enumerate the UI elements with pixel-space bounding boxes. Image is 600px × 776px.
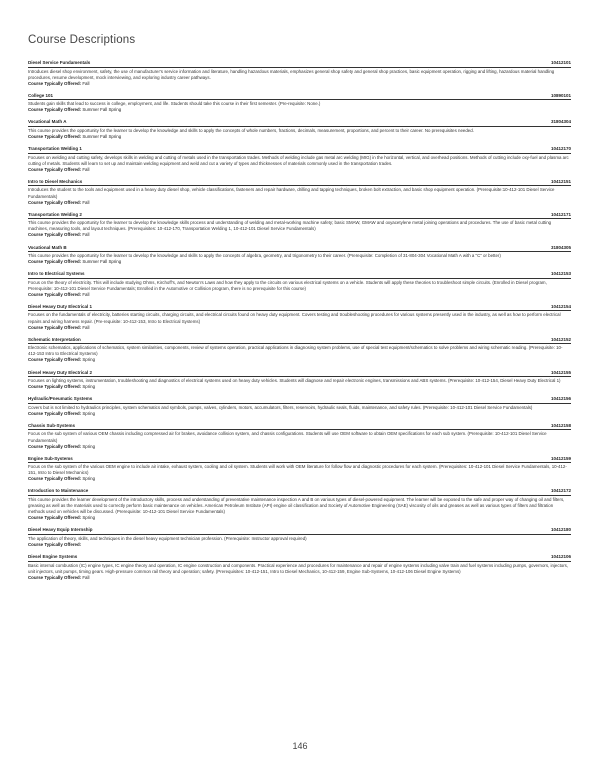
course-header: [28, 60, 571, 68]
course-name: Introduction to Maintenance: [28, 488, 89, 494]
course-name: Transportation Welding 2: [28, 211, 82, 217]
offered-terms: Summer Fall Spring: [82, 259, 122, 265]
offered-label: Course Typically Offered:: [28, 443, 82, 449]
offered-label: Course Typically Offered:: [28, 410, 82, 416]
course-entry: [28, 527, 571, 548]
course-code: 10412151: [550, 178, 571, 184]
course-header: [28, 554, 571, 562]
course-description: This course provides the opportunity for the learner to develop the knowledge skills process and understanding of welding and metal-working machine safety; basic SMAW, GMAW and oxyacetylene metal joining operations and procedures. The use of basic metal cutting machines, measuring tools, and layout techniques. (Prerequisites: 10-412-170, Transportation Welding 1, 10-412-101 Diesel Service Fundamentals): [28, 220, 552, 232]
course-offered: [28, 515, 571, 521]
course-code: 10412101: [550, 60, 571, 65]
course-entry: [28, 396, 571, 417]
offered-terms: Fall: [82, 166, 90, 172]
course-offered: [28, 357, 571, 363]
course-description: Covers but is not limited to hydraulics principles, system schematics and symbols, pumps, valves, cylinders, motors, accumulators, filters, reservoirs, hydraulic seals, fluids, maintenance, and safety rules. (Prerequisite: 10-412-101 Diesel Service Fundamentals): [28, 404, 533, 410]
course-entry: [28, 337, 571, 364]
course-offered: [28, 292, 571, 298]
course-entry: [28, 271, 571, 298]
course-description: Students gain skills that lead to success in college, employment, and life. Students should take this course in their first semester. (Pre-requisite: None.): [28, 101, 321, 107]
course-header: [28, 488, 571, 496]
course-name: Diesel Heavy Equip Internship: [28, 527, 93, 533]
offered-label: Course Typically Offered:: [28, 357, 82, 363]
offered-label: Course Typically Offered:: [28, 541, 82, 547]
page-number: 146: [292, 741, 308, 751]
course-header: [28, 456, 571, 464]
course-code: 10890101: [550, 92, 571, 98]
course-entry: [28, 60, 571, 87]
course-name: Intro to Diesel Mechanics: [28, 178, 83, 184]
course-code: 10412154: [550, 303, 571, 309]
course-name: Hydraulic/Pneumatic Systems: [28, 396, 93, 402]
course-list: [28, 60, 571, 587]
offered-terms: Fall: [82, 232, 90, 238]
course-offered: [28, 259, 571, 265]
course-offered: [28, 384, 571, 390]
course-entry: [28, 456, 571, 483]
course-description: Focus on the sub system of the various OEM engine to include air intake, exhaust system, cooling and oil system. Students will work with OEM literature for follow flow and diagnostic procedures for each system. (Prerequisites: 10-412-101 Diesel Service Fundamentals, 10-412-151, Intro to Diesel Mechanics): [28, 464, 567, 476]
course-offered: [28, 542, 571, 548]
course-code: 10412106: [550, 554, 571, 560]
course-entry: [28, 554, 571, 581]
course-header: [28, 146, 571, 154]
course-offered: [28, 476, 571, 482]
course-offered: [28, 107, 571, 113]
course-header: [28, 527, 571, 535]
offered-label: Course Typically Offered:: [28, 166, 82, 172]
course-code: 10412158: [550, 422, 571, 428]
course-offered: [28, 200, 571, 206]
course-description: Electronic schematics, applications of schematics, system similarities, components, review of systems operation, practical applications in diagnosing system problems, use of special test equipment/schematics to solve problems and wiring schematic reading. (Prerequisite: 10-412-153 Intro to Electrical Systems): [28, 345, 563, 357]
offered-terms: Spring: [82, 476, 96, 482]
course-entry: [28, 370, 571, 391]
offered-terms: Spring: [82, 443, 96, 449]
course-name: Schematic Interpretation: [28, 336, 81, 342]
offered-terms: Spring: [82, 384, 96, 390]
course-description: This course provides the opportunity for the learner to develop the knowledge and skills to apply the concepts of whole numbers, fractions, decimals, measurement, proportions, and percent to their career. No prerequisites needed.: [28, 127, 474, 133]
course-description: Focus on the theory of electricity. This will include studying Ohms, Kirchoff's, and Newton's Laws and how they apply to the circuits on various electrical systems on a vehicle. Students will apply these theories to troubleshoot simple circuits. (Enrolled in Diesel program, Prerequisite: 10-412-101 Diesel Service Fundamentals; Enrolled in the Automotive or Collision program, there is no prerequisite for this course): [28, 279, 547, 291]
course-header: [28, 304, 571, 312]
course-entry: [28, 212, 571, 239]
offered-terms: Fall: [82, 574, 90, 580]
course-header: [28, 396, 571, 404]
course-entry: [28, 245, 571, 266]
offered-label: Course Typically Offered:: [28, 232, 82, 238]
course-entry: [28, 304, 571, 331]
course-code: 10412159: [550, 455, 571, 461]
course-header: [28, 212, 571, 220]
course-header: [28, 179, 571, 187]
course-name: Intro to Electrical Systems: [28, 271, 85, 277]
course-name: Diesel Engine Systems: [28, 554, 78, 560]
course-entry: [28, 179, 571, 206]
course-entry: [28, 423, 571, 450]
course-offered: [28, 81, 571, 87]
offered-terms: Spring: [82, 515, 96, 521]
course-name: Transportation Welding 1: [28, 146, 82, 152]
offered-terms: Fall: [82, 80, 90, 86]
course-header: [28, 119, 571, 127]
offered-label: Course Typically Offered:: [28, 107, 82, 113]
course-description: Basic internal combustion (IC) engine types, IC engine theory and operation, IC engine construction and components. Practical experience and procedures for maintenance and repair of engine systems including valve train and fuel systems including pumps, governors, injectors, unit injectors, unit pumps, timing gears. High-pressure common rail theory and operation; safety. (Prerequisites: 10-412-151, Intro to Diesel Mechanics, 10-412-159, Engine Sub-Systems, 10-412-106 Diesel Engine Systems): [28, 562, 569, 574]
offered-label: Course Typically Offered:: [28, 134, 82, 140]
course-code: 10412171: [550, 211, 571, 217]
course-offered: [28, 444, 571, 450]
offered-label: Course Typically Offered:: [28, 291, 82, 297]
offered-terms: Spring: [82, 357, 96, 363]
course-name: Diesel Heavy Duty Electrical 2: [28, 369, 93, 375]
course-code: 10412155: [550, 369, 571, 375]
course-description: This course provides the learner development of the introductory skills, process and understanding of preventative maintenance inspection A and B on various types of diesel-powered equipment. The learner will be exposed to the safe and proper way of changing oil and filters, greasing as well as the materials used to correctly perform basic maintenance on vehicles. American Petroleum Institute (API) engine oil classification and Society of Automotive Engineering (SAE) viscosity of oils and greases as well as various types of filters and filtration methods used on vehicles will be discussed. (Prerequisite: 10-412-101 Diesel Service Fundamentals): [28, 496, 565, 515]
course-entry: [28, 488, 571, 521]
offered-label: Course Typically Offered:: [28, 259, 82, 265]
course-offered: [28, 575, 571, 581]
offered-terms: Fall: [82, 324, 90, 330]
course-offered: [28, 232, 571, 238]
offered-label: Course Typically Offered:: [28, 80, 82, 86]
course-description: Focuses on lighting systems, instrumentation, troubleshooting and diagnostics of electrical systems used on heavy duty vehicles. Students will diagnose and repair electronic engines, transmissions and ABS systems. (Prerequisite: 10-412-154, Diesel Heavy Duty Electrical 1): [28, 378, 561, 384]
course-offered: [28, 134, 571, 140]
course-description: Focuses on the fundamentals of electricity, batteries starting circuits, charging circuits, and electrical circuits found on heavy duty equipment. Covers testing and troubleshooting procedures for various systems presently used in the industry, as well as how to perform electrical repairs and wiring harness repair. (Pre-requisite: 10-412-153, Intro to Electrical Systems): [28, 312, 561, 324]
course-offered: [28, 411, 571, 417]
course-header: [28, 423, 571, 431]
course-code: 10412180: [550, 527, 571, 533]
course-name: Chassis Sub-Systems: [28, 422, 76, 428]
course-name: College 101: [28, 92, 54, 98]
course-code: 10412153: [550, 271, 571, 277]
course-entry: [28, 93, 571, 114]
course-description: Focuses on welding and cutting safety, develops skills in welding and cutting of metals used in the transportation trades. Methods of welding include gas metal arc welding (MIG) in the horizontal, vertical, and overhead positions. Methods of cutting include oxy-fuel and plasma arc cutting of metals. Students will learn to set up and maintain welding equipment and weld and cut a variety of types and thicknesses of materials commonly used in the transportation trades.: [28, 154, 569, 166]
course-name: Engine Sub-Systems: [28, 455, 73, 461]
course-offered: [28, 325, 571, 331]
page-title: Course Descriptions: [28, 34, 136, 46]
course-header: [28, 271, 571, 279]
offered-label: Course Typically Offered:: [28, 324, 82, 330]
course-header: [28, 370, 571, 378]
course-description: Introduces diesel shop environment, safety, the use of manufacturer's service information and literature, handling hazardous materials, emphasizes general shop safety and general shop practices, basic equipment operation, rigging and lifting, hazardous material handling procedures, resume development, mock interviewing, and exploring industry career pathways.: [28, 68, 555, 80]
course-code: 10412170: [550, 146, 571, 152]
course-description: This course provides the opportunity for the learner to develop the knowledge and skills to apply the concepts of algebra, geometry, and trigonometry to their career. (Prerequisite: Completion of 31-804-304 Vocational Math A with a "C" or better): [28, 253, 501, 258]
course-name: Vocational Math B: [28, 244, 67, 250]
course-header: [28, 337, 571, 345]
course-code: 31804304: [550, 119, 571, 125]
course-name: Vocational Math A: [28, 119, 67, 125]
offered-terms: Spring: [82, 410, 96, 416]
offered-terms: Summer Fall Spring: [82, 134, 122, 140]
course-description: The application of theory, skills, and techniques in the diesel heavy equipment technician profession. (Prerequisite: Instructor approval required): [28, 535, 307, 541]
offered-label: Course Typically Offered:: [28, 574, 82, 580]
offered-label: Course Typically Offered:: [28, 515, 82, 521]
course-entry: [28, 119, 571, 140]
course-description: Focus on the sub system of various OEM chassis including compressed air for brakes, avoidance collision system, and chassis configurations. Students will use OEM software to obtain OEM specifications for each sub system. (Prerequisite: 10-412-101 Diesel Service Fundamentals): [28, 431, 547, 443]
course-code: 10412156: [550, 396, 571, 402]
offered-label: Course Typically Offered:: [28, 384, 82, 390]
course-description: Introduces the student to the tools and equipment used in a heavy duty diesel shop, vehicle classifications, fasteners and repair hardware, drilling and tapping techniques, broken bolt extraction, and basic shop equipment operation. (Prerequisite:10-412-101 Diesel Service Fundamentals): [28, 187, 555, 199]
course-code: 10412152: [550, 336, 571, 342]
course-name: Diesel Service Fundamentals: [28, 60, 91, 65]
offered-terms: Summer Fall Spring: [82, 107, 122, 113]
course-offered: [28, 167, 571, 173]
offered-label: Course Typically Offered:: [28, 199, 82, 205]
course-name: Diesel Heavy Duty Electrical 1: [28, 303, 93, 309]
course-code: 31804305: [550, 244, 571, 250]
offered-terms: Fall: [82, 291, 90, 297]
offered-terms: Fall: [82, 199, 90, 205]
offered-label: Course Typically Offered:: [28, 476, 82, 482]
course-entry: [28, 146, 571, 173]
course-header: [28, 245, 571, 253]
course-header: [28, 93, 571, 101]
course-code: 10412172: [550, 488, 571, 494]
